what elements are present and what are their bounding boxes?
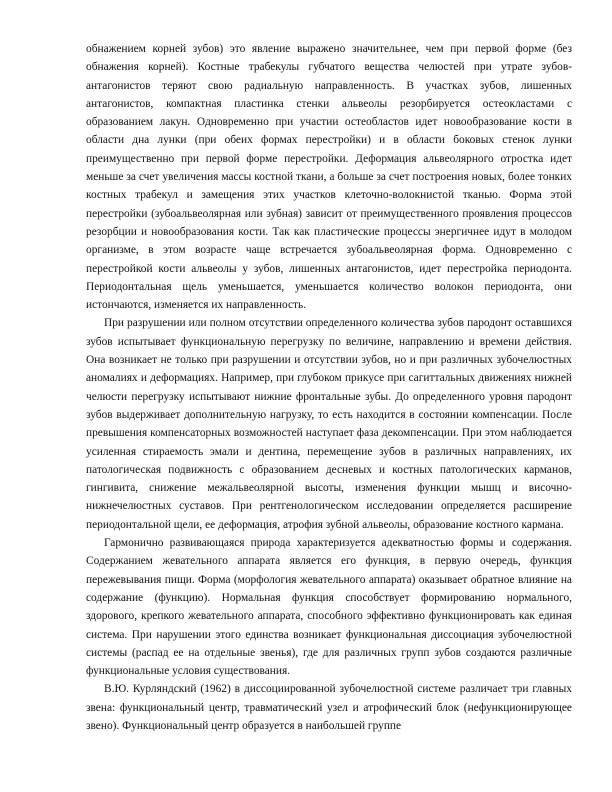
paragraph-2: При разрушении или полном отсутствии определенного количества зубов пародонт оставшихся зубов испытывает функциональную перегрузку по величине, направлению и времени действия. Она возникает не только при разрушении и отсутствии зубов, но и при различных зубочелюстных аномалиях и деформациях. Например, при глубоком прикусе при сагиттальных движениях нижней челюсти перегрузку испытывают нижние фронтальные зубы. До определенного уровня пародонт зубов выдерживает дополнительную нагрузку, то есть находится в состоянии компенсации. После превышения компенсаторных возможностей наступает фаза декомпенсации. При этом наблюдается усиленная стираемость эмали и дентина, перемещение зубов в различных направлениях, их патологическая подвижность с образованием десневых и костных патологических карманов, гингивита, снижение межальвеолярной высоты, изменения функции мышц и височно-нижнечелюстных суставов. При рентгенологическом исследовании определяется расширение периодонтальной щели, ее деформация, атрофия зубной альвеолы, образование костного кармана. [86,317,572,531]
paragraph-4: В.Ю. Курляндский (1962) в диссоциированной зубочелюстной системе различает три главных звена: функциональный центр, травматический узел и атрофический блок (нефункционирующее звено). Функциональный центр образуется в наибольшей группе [86,683,572,732]
paragraph-1: обнажением корней зубов) это явление выражено значительнее, чем при первой форме (без обнажения корней). Костные трабекулы губчатого вещества челюстей при утрате зубов-антагонистов теряют свою радиальную направленность. В участках зубов, лишенных антагонистов, компактная пластинка стенки альвеолы резорбируется остеокластами с образованием лакун. Одновременно при участии остеобластов идет новообразование кости в области дна лунки (при обеих формах перестройки) и в области боковых стенок лунки преимущественно при первой форме перестройки. Деформация альвеолярного отростка идет меньше за счет увеличения массы костной ткани, а больше за счет построения новых, более тонких костных трабекул и замещения этих участков клеточно-волокнистой тканью. Форма этой перестройки (зубоальвеолярная или зубная) зависит от преимущественного проявления процессов резорбции и новообразования кости. Так как пластические процессы энергичнее идут в молодом организме, в этом возрасте чаще встречается зубоальвеолярная форма. Одновременно с перестройкой кости альвеолы у зубов, лишенных антагонистов, идет перестройка периодонта. Периодонтальная щель уменьшается, уменьшается количество волокон периодонта, они истончаются, изменяется их направленность. [86,43,572,312]
paragraph-3: Гармонично развивающаяся природа характеризуется адекватностью формы и содержания. Содержанием жевательного аппарата является его функция, в первую очередь, функция пережевывания пищи. Форма (морфология жевательного аппарата) оказывает обратное влияние на содержание (функцию). Нормальная функция способствует формированию нормального, здорового, крепкого жевательного аппарата, способного эффективно функционировать как единая система. При нарушении этого единства возникает функциональная диссоциация зубочелюстной системы (распад ее на отдельные звенья), где для различных групп зубов создаются различные функциональные условия существования. [86,537,572,678]
document-page [86,40,572,735]
